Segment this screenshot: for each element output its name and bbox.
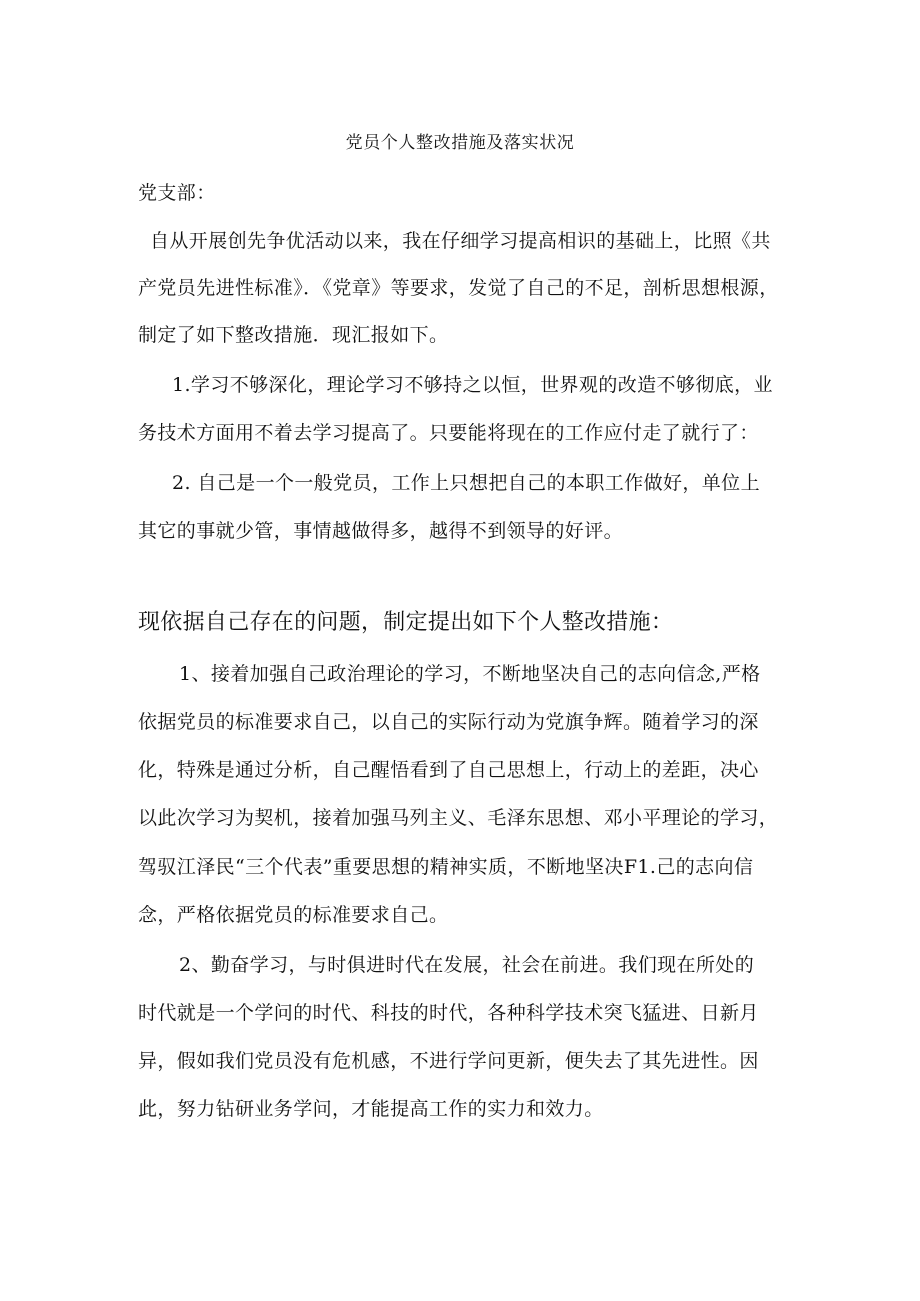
measure-line: 时代就是一个学问的时代、科技的时代，各种科学技术突飞猛进、日新月 xyxy=(138,1002,759,1024)
intro-line: 产党员先进性标准》．《党章》等要求，发觉了自己的不足，剖析思想根源， xyxy=(138,277,779,299)
measure-line: 1、接着加强自己政治理论的学习，不断地坚决自己的志向信念,严格 xyxy=(179,663,761,685)
measure-line: 驾驭江泽民“三个代表”重要思想的精神实质，不断地坚决F1.己的志向信 xyxy=(138,856,754,878)
measure-line: 念，严格依据党员的标准要求自己。 xyxy=(138,904,449,926)
measure-line: 此，努力钻研业务学问，才能提高工作的实力和效力。 xyxy=(138,1098,604,1120)
intro-line: 自从开展创先争优活动以来，我在仔细学习提高相识的基础上，比照《共 xyxy=(150,230,771,252)
problem-line: 务技术方面用不着去学习提高了。只要能将现在的工作应付走了就行了： xyxy=(138,422,759,444)
measure-line: 2、勤奋学习，与时俱进时代在发展，社会在前进。我们现在所处的 xyxy=(179,954,755,976)
measures-heading: 现依据自己存在的问题，制定提出如下个人整改措施： xyxy=(138,610,674,635)
problem-line: 2. 自己是一个一般党员，工作上只想把自己的本职工作做好，单位上 xyxy=(172,472,760,494)
measure-line: 异，假如我们党员没有危机感，不进行学问更新，便失去了其先进性。因 xyxy=(138,1050,759,1072)
measure-line: 以此次学习为契机，接着加强马列主义、毛泽东思想、邓小平理论的学习， xyxy=(138,807,779,829)
measure-line: 依据党员的标准要求自己，以自己的实际行动为党旗争辉。随着学习的深 xyxy=(138,711,759,733)
measure-line: 化，特殊是通过分析，自己醒悟看到了自己思想上，行动上的差距，决心 xyxy=(138,759,759,781)
intro-line: 制定了如下整改措施．现汇报如下。 xyxy=(138,324,449,346)
problem-line: 1.学习不够深化，理论学习不够持之以恒，世界观的改造不够彻底，业 xyxy=(172,374,773,396)
problem-line: 其它的事就少管，事情越做得多，越得不到领导的好评。 xyxy=(138,520,624,542)
salutation: 党支部： xyxy=(138,182,216,204)
document-title: 党员个人整改措施及落实状况 xyxy=(345,133,575,153)
